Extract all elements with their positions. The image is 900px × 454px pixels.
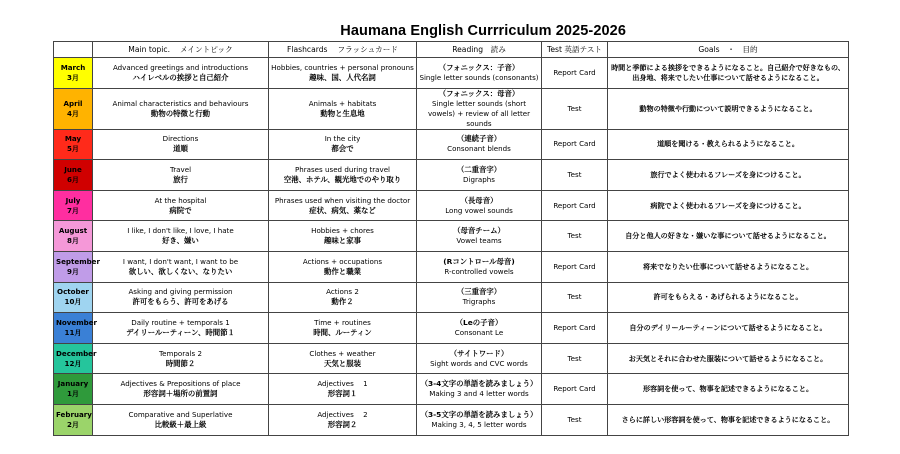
flashcards-cell bbox=[269, 190, 417, 221]
main-topic-en: I like, I don't like, I love, I hate bbox=[127, 226, 234, 236]
main-topic-cell bbox=[93, 374, 269, 405]
month-name-jp: 1月 bbox=[66, 389, 80, 399]
main-topic-jp: 好き、嫌い bbox=[162, 236, 199, 246]
main-topic-en: Comparative and Superlative bbox=[128, 409, 233, 419]
main-topic-cell bbox=[93, 221, 269, 252]
flashcards-cell bbox=[269, 343, 417, 374]
header-row bbox=[54, 42, 849, 58]
header-flashcards: Flashcards フラッシュカード bbox=[269, 42, 417, 58]
table-row bbox=[54, 251, 849, 282]
month-name-jp: 6月 bbox=[66, 174, 80, 184]
month-name: September bbox=[56, 256, 100, 266]
goal-cell: 旅行でよく使われるフレーズを身につけること。 bbox=[608, 160, 849, 191]
test-cell: Test bbox=[542, 404, 608, 435]
month-name: May bbox=[64, 134, 82, 144]
month-name: March bbox=[60, 62, 86, 72]
goal-cell: 形容詞を使って、物事を記述できるようになること。 bbox=[608, 374, 849, 405]
reading-cell bbox=[417, 129, 542, 160]
main-topic-jp: ハイレベルの挨拶と自己紹介 bbox=[132, 72, 229, 82]
main-topic-cell bbox=[93, 313, 269, 344]
flashcards-en: Adjectives 2 bbox=[317, 409, 368, 419]
month-cell bbox=[54, 313, 98, 344]
table-row bbox=[54, 374, 849, 405]
flashcards-jp: 趣味と家事 bbox=[324, 236, 361, 246]
reading-jp: （フォニックス：子音） bbox=[438, 62, 520, 72]
month-name: February bbox=[56, 409, 92, 419]
month-name-jp: 12月 bbox=[64, 358, 82, 368]
table-row bbox=[54, 404, 849, 435]
test-cell: Test bbox=[542, 221, 608, 252]
reading-cell bbox=[417, 221, 542, 252]
main-topic-jp: 動物の特徴と行動 bbox=[150, 108, 211, 118]
reading-cell bbox=[417, 251, 542, 282]
main-topic-cell bbox=[93, 129, 269, 160]
month-name: June bbox=[64, 164, 82, 174]
test-cell: Report Card bbox=[542, 251, 608, 282]
reading-cell bbox=[417, 58, 542, 89]
month-name-jp: 11月 bbox=[64, 327, 82, 337]
table-row bbox=[54, 88, 849, 129]
reading-jp: （3-4文字の単語を読みましょう） bbox=[420, 379, 538, 389]
goal-cell: 許可をもらえる・あげられるようになること。 bbox=[608, 282, 849, 313]
test-cell: Test bbox=[542, 160, 608, 191]
flashcards-en: Hobbies, countries + personal pronouns bbox=[271, 62, 414, 72]
main-topic-jp: 許可をもらう、許可をあげる bbox=[132, 297, 229, 307]
goal-cell: 将来でなりたい仕事について話せるようになること。 bbox=[608, 251, 849, 282]
reading-jp: （フォニックス：母音） bbox=[438, 88, 520, 98]
table-row bbox=[54, 221, 849, 252]
test-cell: Report Card bbox=[542, 313, 608, 344]
flashcards-cell bbox=[269, 88, 417, 129]
reading-en: Vowel teams bbox=[456, 236, 502, 246]
main-topic-jp: 病院で bbox=[169, 205, 192, 215]
main-topic-en: Adjectives & Prepositions of place bbox=[120, 379, 241, 389]
main-topic-en: At the hospital bbox=[154, 195, 207, 205]
flashcards-cell bbox=[269, 251, 417, 282]
month-name-jp: 2月 bbox=[66, 419, 80, 429]
flashcards-cell bbox=[269, 58, 417, 89]
month-name-jp: 10月 bbox=[64, 297, 82, 307]
month-cell bbox=[54, 190, 93, 221]
month-name-jp: 7月 bbox=[66, 205, 80, 215]
main-topic-jp: 形容詞＋場所の前置詞 bbox=[143, 389, 218, 399]
test-cell: Report Card bbox=[542, 190, 608, 221]
main-topic-cell bbox=[93, 343, 269, 374]
main-topic-cell bbox=[93, 88, 269, 129]
month-name-jp: 9月 bbox=[66, 266, 80, 276]
main-topic-cell bbox=[93, 404, 269, 435]
flashcards-en: Animals + habitats bbox=[308, 98, 377, 108]
month-name-jp: 4月 bbox=[66, 108, 80, 118]
flashcards-jp: 時間、ルーティン bbox=[313, 327, 372, 337]
month-cell bbox=[54, 374, 93, 405]
table-row bbox=[54, 58, 849, 89]
month-name: August bbox=[58, 226, 88, 236]
main-topic-en: Asking and giving permission bbox=[128, 287, 233, 297]
reading-cell bbox=[417, 343, 542, 374]
header-test: Test 英語テスト bbox=[542, 42, 608, 58]
table-row bbox=[54, 343, 849, 374]
page-title: Haumana English Currriculum 2025-2026 bbox=[340, 23, 626, 39]
test-cell: Test bbox=[542, 282, 608, 313]
main-topic-jp: 道順 bbox=[173, 144, 188, 154]
main-topic-en: Directions bbox=[162, 134, 199, 144]
flashcards-cell bbox=[269, 221, 417, 252]
main-topic-jp: 比較級＋最上級 bbox=[154, 419, 207, 429]
flashcards-jp: 都会で bbox=[331, 144, 354, 154]
reading-jp: （二重音字） bbox=[456, 164, 502, 174]
reading-cell bbox=[417, 160, 542, 191]
month-cell bbox=[54, 221, 93, 252]
curriculum-table bbox=[53, 41, 849, 436]
test-cell: Test bbox=[542, 88, 608, 129]
flashcards-jp: 趣味、国、人代名詞 bbox=[309, 72, 376, 82]
month-cell bbox=[54, 282, 93, 313]
month-cell bbox=[54, 160, 93, 191]
goal-cell: 道順を聞ける・教えられるようになること。 bbox=[608, 129, 849, 160]
main-topic-cell bbox=[93, 190, 269, 221]
reading-cell bbox=[417, 374, 542, 405]
reading-cell bbox=[417, 88, 542, 129]
reading-en: Consonant blends bbox=[447, 144, 511, 154]
reading-jp: （連続子音） bbox=[456, 134, 502, 144]
goal-cell: さらに詳しい形容詞を使って、物事を記述できるようになること。 bbox=[608, 404, 849, 435]
reading-en: Sight words and CVC words bbox=[430, 358, 528, 368]
reading-cell bbox=[417, 282, 542, 313]
reading-jp: (Rコントロール母音) bbox=[443, 256, 515, 266]
reading-jp: （3-5文字の単語を読みましょう） bbox=[420, 409, 538, 419]
flashcards-cell bbox=[269, 129, 417, 160]
table-row bbox=[54, 129, 849, 160]
flashcards-jp: 症状、病気、薬など bbox=[309, 205, 376, 215]
main-topic-cell bbox=[93, 282, 269, 313]
flashcards-en: Adjectives 1 bbox=[317, 379, 368, 389]
header-main-topic: Main topic. メイントピック bbox=[93, 42, 269, 58]
flashcards-en: In the city bbox=[324, 134, 361, 144]
month-name-jp: 5月 bbox=[66, 144, 80, 154]
test-cell: Report Card bbox=[542, 58, 608, 89]
reading-jp: （三重音字） bbox=[456, 287, 502, 297]
flashcards-en: Actions + occupations bbox=[302, 256, 383, 266]
flashcards-cell bbox=[269, 282, 417, 313]
header-goals: Goals ・ 目的 bbox=[608, 42, 849, 58]
reading-en: Making 3 and 4 letter words bbox=[429, 389, 529, 399]
month-name: December bbox=[56, 348, 97, 358]
reading-en: Making 3, 4, 5 letter words bbox=[431, 419, 527, 429]
table-row bbox=[54, 160, 849, 191]
month-cell bbox=[54, 58, 93, 89]
flashcards-en: Phrases used when visiting the doctor bbox=[274, 195, 411, 205]
main-topic-en: Travel bbox=[169, 164, 192, 174]
flashcards-jp: 形容詞２ bbox=[327, 419, 358, 429]
table-row bbox=[54, 190, 849, 221]
goal-cell: 動物の特徴や行動について説明できるようになること。 bbox=[608, 88, 849, 129]
reading-en: Single letter sounds (consonants) bbox=[419, 72, 539, 82]
month-name: July bbox=[65, 195, 81, 205]
flashcards-cell bbox=[269, 404, 417, 435]
main-topic-jp: デイリールーティーン、時間節１ bbox=[126, 327, 235, 337]
reading-cell bbox=[417, 404, 542, 435]
reading-en: Consonant Le bbox=[454, 327, 504, 337]
month-name: April bbox=[63, 98, 83, 108]
table-row bbox=[54, 282, 849, 313]
main-topic-cell bbox=[93, 58, 269, 89]
main-topic-en: Advanced greetings and introductions bbox=[112, 62, 249, 72]
goal-cell: 自分と他人の好きな・嫌いな事について話せるようになること。 bbox=[608, 221, 849, 252]
month-cell bbox=[54, 129, 93, 160]
goal-cell: お天気とそれに合わせた服装について話せるようになること。 bbox=[608, 343, 849, 374]
main-topic-en: I want, I don't want, I want to be bbox=[122, 256, 239, 266]
month-cell bbox=[54, 251, 100, 282]
flashcards-en: Actions 2 bbox=[326, 287, 359, 297]
month-name: October bbox=[57, 287, 89, 297]
flashcards-en: Hobbies + chores bbox=[311, 226, 374, 236]
flashcards-jp: 動作と職業 bbox=[324, 266, 361, 276]
month-name: November bbox=[56, 317, 98, 327]
reading-jp: （サイトワード） bbox=[449, 348, 509, 358]
flashcards-en: Phrases used during travel bbox=[294, 164, 391, 174]
table-row bbox=[54, 313, 849, 344]
main-topic-cell bbox=[93, 160, 269, 191]
header-month bbox=[54, 42, 93, 58]
month-name-jp: 3月 bbox=[66, 72, 80, 82]
flashcards-jp: 動物と生息地 bbox=[320, 108, 365, 118]
main-topic-en: Daily routine + temporals 1 bbox=[131, 317, 230, 327]
main-topic-en: Temporals 2 bbox=[159, 348, 202, 358]
header-reading: Reading 読み bbox=[417, 42, 542, 58]
main-topic-jp: 欲しい、欲しくない、なりたい bbox=[128, 266, 233, 276]
reading-jp: （Leの子音） bbox=[455, 317, 503, 327]
reading-en: Single letter sounds (short vowels) + review of all letter sounds bbox=[427, 98, 531, 128]
month-name-jp: 8月 bbox=[66, 236, 80, 246]
flashcards-jp: 空港、ホテル、観光地でのやり取り bbox=[283, 174, 402, 184]
reading-en: Trigraphs bbox=[462, 297, 496, 307]
flashcards-jp: 形容詞１ bbox=[327, 389, 358, 399]
main-topic-jp: 時間節２ bbox=[165, 358, 196, 368]
flashcards-cell bbox=[269, 313, 417, 344]
month-name: January bbox=[57, 379, 89, 389]
reading-en: Long vowel sounds bbox=[445, 205, 513, 215]
flashcards-jp: 動作２ bbox=[331, 297, 354, 307]
main-topic-cell bbox=[93, 251, 269, 282]
reading-cell bbox=[417, 190, 542, 221]
month-cell bbox=[54, 404, 93, 435]
flashcards-cell bbox=[269, 374, 417, 405]
reading-jp: （長母音） bbox=[460, 195, 498, 205]
goal-cell: 自分のデイリールーティーンについて話せるようになること。 bbox=[608, 313, 849, 344]
flashcards-en: Time + routines bbox=[314, 317, 371, 327]
test-cell: Report Card bbox=[542, 129, 608, 160]
flashcards-cell bbox=[269, 160, 417, 191]
reading-cell bbox=[417, 313, 542, 344]
flashcards-jp: 天気と服装 bbox=[324, 358, 361, 368]
flashcards-en: Clothes + weather bbox=[309, 348, 376, 358]
goal-cell: 病院でよく使われるフレーズを身につけること。 bbox=[608, 190, 849, 221]
test-cell: Test bbox=[542, 343, 608, 374]
main-topic-jp: 旅行 bbox=[173, 174, 188, 184]
reading-en: Digraphs bbox=[463, 174, 495, 184]
reading-en: R-controlled vowels bbox=[444, 266, 514, 276]
month-cell bbox=[54, 343, 97, 374]
goal-cell: 時間と季節による挨拶をできるようになること。自己紹介で好きなもの、出身地、将来でしたい仕事について話せるようになること。 bbox=[608, 58, 849, 89]
test-cell: Report Card bbox=[542, 374, 608, 405]
main-topic-en: Animal characteristics and behaviours bbox=[112, 98, 249, 108]
table-body bbox=[54, 58, 849, 436]
reading-jp: （母音チーム） bbox=[453, 226, 505, 236]
month-cell bbox=[54, 88, 93, 129]
